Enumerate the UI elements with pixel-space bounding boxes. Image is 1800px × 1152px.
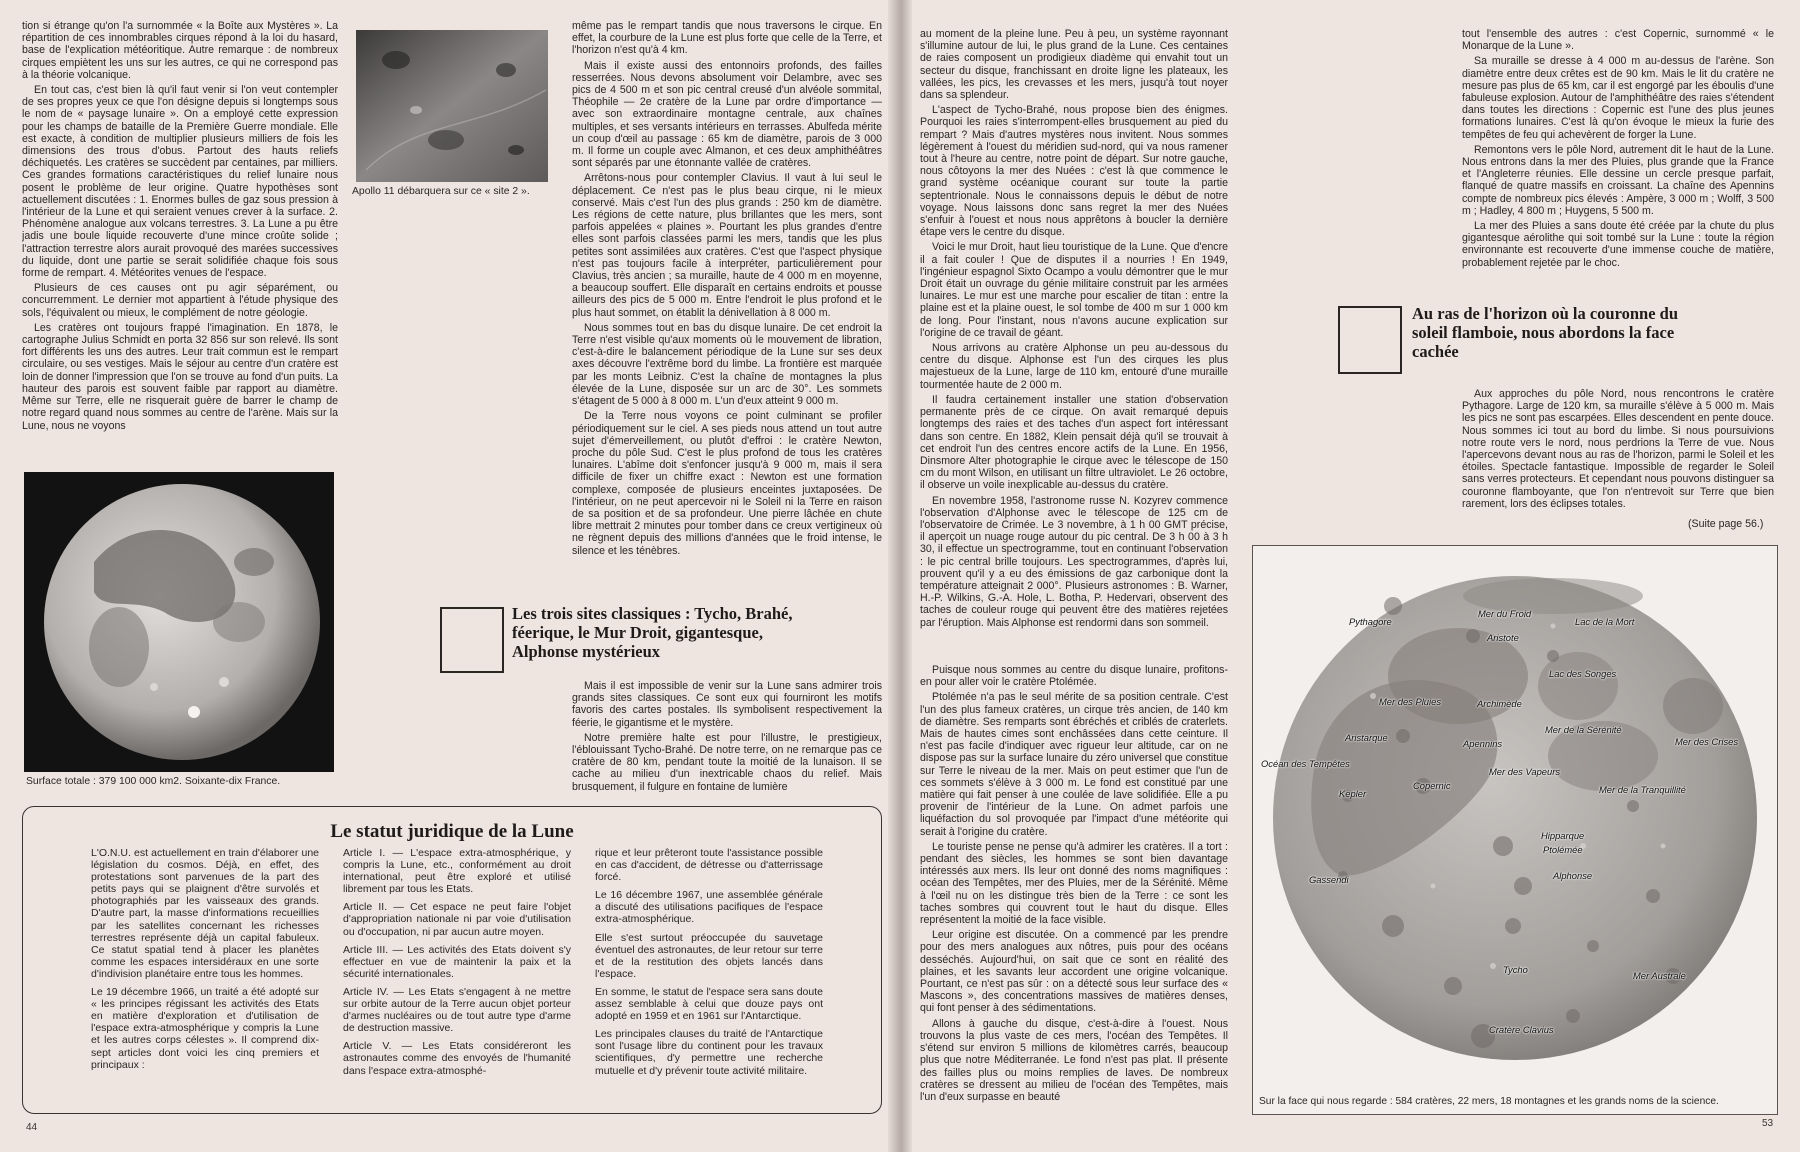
paragraph: Les principales clauses du traité de l'Antarctique sont l'usage libre du continent pour les travaux scientifiques, d'y permettre une recherche mutuelle et d'y prévenir toute activité militaire.	[595, 1028, 823, 1077]
paragraph: De la Terre nous voyons ce point culminant se profiler périodiquement sur le ciel. A ses pieds nous attend un tout autre sujet d'émerveillement, ou plutôt d'effroi : le cratère Newton, proche du pôle Sud. C'est le plus profond de tous les cratères lunaires. L'abîme doit s'enfoncer jusqu'à 9 000 m, mais il sera difficile de fixer un chiffre exact : Newton est une formation complexe, composée de plusieurs enceintes juxtaposées. De l'intérieur, on ne peut apercevoir ni le Soleil ni la Terre en raison de sa position et de sa profondeur. Une pierre lâchée en chute libre mettrait 2 minutes pour tomber dans ce creux vertigineux où ne règnent depuis des millions d'années que le froid intense, le silence et les ténèbres.	[572, 410, 882, 557]
paragraph: Le 19 décembre 1966, un traité a été adopté sur « les principes régissant les activités des Etats en matière d'exploration et d'utilisation de l'espace extra-atmosphérique y compris la Lune et les autres corps célestes ». Il comprend dix-sept articles dont voici les cinq premiers et principaux :	[91, 986, 319, 1071]
paragraph: Plusieurs de ces causes ont pu agir séparément, ou concurremment. Le dernier mot appartient à l'étude physique des sols, l'équivalent ou mieux, le complément de notre géologie.	[22, 282, 338, 319]
map-label: Lac des Songes	[1549, 668, 1617, 679]
left-column-3	[572, 20, 882, 592]
paragraph: au moment de la pleine lune. Peu à peu, un système rayonnant s'illumine autour de lui, le plus grand de la Lune. Ces centaines de raies composent un prodigieux diadème qui envahit tout un secteur du disque, franchissant en droite ligne les plateaux, les vallées, les pics, les crevasses et les mers, jusqu'à tout noyer dans sa splendeur.	[920, 28, 1228, 102]
horizon-text	[1462, 388, 1774, 520]
paragraph: Leur origine est discutée. On a commencé par les prendre pour des mers analogues aux nôtres, puis pour des océans desséchés. Aujourd'hui, on sait que ce sont en réalité des plaines, et les savants leur accordent une origine volcanique. Pourtant, ce n'est pas sûr : on a détecté sous leur surface des « Mascons », des concentrations massives de matières denses, qui font penser à des sédimentations.	[920, 929, 1228, 1015]
paragraph: Aux approches du pôle Nord, nous rencontrons le cratère Pythagore. Large de 120 km, sa muraille s'élève à 5 000 m. Mais les pics ne sont pas escarpées. Elles descendent en pente douce. Nous sommes ici tout au bord du limbe. Si nous poursuivions notre route vers le nord, nous perdrions la Terre de vue. Nous l'apercevons devant nous au ras de l'horizon, parmi le Soleil et les étoiles. Spectacle fantastique. Impossible de regarder le Soleil sans verres protecteurs. Et cependant nous pouvons distinguer sa couronne flamboyante, que l'on n'entrevoit sur Terre que bien rarement, lors des éclipses totales.	[1462, 388, 1774, 510]
paragraph: rique et leur prêteront toute l'assistance possible en cas d'accident, de détresse ou d'atterrissage forcé.	[595, 847, 823, 884]
paragraph: Mais il existe aussi des entonnoirs profonds, des failles resserrées. Nous devons absolument voir Delambre, avec ses pics de 4 500 m et son pic central creusé d'un alvéole sommital, Théophile — 2e cratère de la Lune par ordre d'importance — avec son extraordinaire montagne centrale, aux chaînes multiples, et ses versants intérieurs en terrasses. Abulfeda mérite un coup d'œil au passage : 65 km de diamètre, parois de 3 000 m. Il forme un couple avec Almanon, et ces deux amphithéâtres sont séparés par une étonnante vallée de cratères.	[572, 59, 882, 170]
paragraph: Sa muraille se dresse à 4 000 m au-dessus de l'arène. Son diamètre entre deux crêtes est de 90 km. Mais le lit du cratère ne mesure pas plus de 65 km, car il est engorgé par les éboulis d'une fabuleuse explosion. Autour de l'amphithéâtre des raies s'étendent dans toutes les directions : Copernic est l'une des plus jeunes formations lunaires. C'est là qu'on évoque le mieux la furie des tempêtes de feu qui achevèrent de forger la Lune.	[1462, 55, 1774, 141]
paragraph: En novembre 1958, l'astronome russe N. Kozyrev commence l'observation d'Alphonse avec le télescope de 125 cm de l'observatoire de Crimée. Le 3 novembre, à 1 h 00 GMT précise, il aperçoit un nuage rouge autour du pic central. De 3 h 00 à 3 h 30, il effectue un spectrogramme, tout en continuant l'observation : le pic central brille toujours. Les spectrogrammes, d'après lui, prouvent qu'il y a eu des émissions de gaz carbonique dont la température atteignait 2 000°. Plusieurs astronomes : B. Warner, H.-P. Wilkins, G.-A. Hole, L. Botha, P. Hedervari, observent des taches de couleur rouge qui peuvent être des matières rejetées par l'éruption. Mais Alphonse est rendormi dans son sommeil.	[920, 494, 1228, 629]
map-caption: Sur la face qui nous regarde : 584 cratères, 22 mers, 18 montagnes et les grands noms de la science.	[1259, 1096, 1719, 1107]
page-number-right: 53	[1762, 1118, 1774, 1129]
map-label: Copernic	[1413, 780, 1451, 791]
map-label: Cratère Clavius	[1489, 1024, 1554, 1035]
moon-map	[1253, 546, 1777, 1086]
apollo-site-photo	[356, 30, 548, 182]
legal-status-column-2	[343, 847, 571, 1105]
paragraph: Article II. — Cet espace ne peut faire l'objet d'appropriation nationale ni par voie d'utilisation ou d'occupation, ni par aucun autre moyen.	[343, 901, 571, 938]
paragraph: L'O.N.U. est actuellement en train d'élaborer une législation du cosmos. Déjà, en effet, des protestations sont parvenues de la part des petits pays qui se plaignent d'être survolés et photographiés par les vaisseaux des grands. D'autre part, la masse d'informations recueillies par les satellites concernant les richesses terrestres représente déjà un capital fabuleux. Ce statut spatial tend à placer les planètes comme les espaces intersidéraux en une sorte d'indivision planétaire entre tous les hommes.	[91, 847, 319, 980]
paragraph: même pas le rempart tandis que nous traversons le cirque. En effet, la courbure de la Lune est plus forte que celle de la Terre, et l'horizon n'est qu'à 4 km.	[572, 20, 882, 57]
legal-status-box	[22, 806, 882, 1114]
paragraph: En somme, le statut de l'espace sera sans doute assez semblable à celui que douze pays ont adopté en 1959 et en 1961 sur l'Antarctique.	[595, 985, 823, 1023]
paragraph: En tout cas, c'est bien là qu'il faut venir si l'on veut contempler de ses propres yeux ce que l'on désigne depuis si longtemps sous le nom de « paysage lunaire ». On a employé cette expression pour les champs de bataille de la Première Guerre mondiale. Elle est exacte, à condition de multiplier plusieurs milliers de fois les dimensions des trous d'obus. Partout des hauts reliefs déchiquetés. Les cratères se succèdent par centaines, par milliers. Ces grandes formations caractéristiques du relief lunaire nous posent le problème de leur origine. Quatre hypothèses sont actuellement discutées : 1. Enormes bulles de gaz sous pression à l'intérieur de la Lune et qui seraient venues crever à la surface. 2. Phénomène analogue aux volcans terrestres. 3. La Lune a pu être jadis une boule liquide recouverte d'une mince croûte solide ; l'attraction terrestre alors aurait provoqué des marées successives du liquide, dont une partie se serait solidifiée chaque fois sous forme de rempart. 4. Météorites venues de l'espace.	[22, 84, 338, 280]
map-label: Tycho	[1503, 964, 1528, 975]
right-column-2	[920, 664, 1228, 1116]
paragraph: La mer des Pluies a sans doute été créée par la chute du plus gigantesque aérolithe qui soit tombé sur la Lune : toute la région environnante est recouverte d'une immense couche de matière, probablement rejetée par le choc.	[1462, 220, 1774, 269]
paragraph: Le 16 décembre 1967, une assemblée générale a discuté des utilisations pacifiques de l'espace extra-atmosphérique.	[595, 889, 823, 926]
paragraph: Ptolémée n'a pas le seul mérite de sa position centrale. C'est l'un des plus fameux cratères, un cirque très ancien, de 140 km de diamètre. Ses remparts sont ébréchés et criblés de craterlets. Mais de hautes cimes sont enchâssées dans cette ceinture. Il n'est pas facile d'indiquer avec rigueur leur altitude, car on ne dispose pas sur la surface lunaire du zéro universel que constitue sur Terre le niveau de la mer. Mais on peut estimer que l'un de ces sommets s'élève à 3 000 m. Le fond est constitué par une matière qui fait penser à une coulée de lave solidifiée. Elle a pu provenir de l'intérieur de la Lune. On admet parfois une liquéfaction du sol provoquée par l'impact d'une météorite qui serait à l'origine du cratère.	[920, 691, 1228, 838]
map-label: Ptolémée	[1543, 844, 1583, 855]
map-label: Mer des Pluies	[1379, 696, 1442, 707]
right-column-3	[1462, 28, 1774, 298]
headline-square	[1338, 306, 1402, 374]
paragraph: Article I. — L'espace extra-atmosphérique, y compris la Lune, etc., conformément au droit international, peut être exploré et utilisé librement par tous les Etats.	[343, 847, 571, 896]
continued-note: (Suite page 56.)	[1688, 518, 1764, 530]
moon-map-frame	[1252, 545, 1778, 1115]
sites-headline: Les trois sites classiques : Tycho, Brahé, féerique, le Mur Droit, gigantesque, Alphonse mystérieux	[512, 604, 793, 661]
map-label: Mer Australe	[1633, 970, 1686, 981]
map-label: Archimède	[1477, 698, 1522, 709]
map-label: Gassendi	[1309, 874, 1349, 885]
paragraph: Allons à gauche du disque, c'est-à-dire à l'ouest. Nous trouvons la plus vaste de ces mers, l'océan des Tempêtes. Il s'étend sur environ 5 millions de kilomètres carrés, beaucoup plus que notre Méditerranée. Le fond n'est pas plat. Il présente des failles plus ou moins remplies de laves. De nombreux cratères se dressent au milieu de l'océan des Tempêtes, mais l'un d'eux surpasse en beauté	[920, 1017, 1228, 1103]
paragraph: Arrêtons-nous pour contempler Clavius. Il vaut à lui seul le déplacement. Ce n'est pas le plus beau cirque, ni le mieux conservé. Mais c'est l'un des plus grands : 250 km de diamètre. Les régions de cette nature, plus brillantes que les mers, sont parfois appelées « plaines ». Pourtant les plus grandes d'entre elles sont parfois classées parmi les mers, tandis que les plus petites sont assimilées aux cratères. C'est que l'aspect physique n'est pas toujours facile à interpréter, particulièrement pour Clavius, très ancien ; sa muraille, haute de 4 000 m en moyenne, a beaucoup souffert. Elle disparaît en certains endroits et pousse ailleurs des pics de 5 000 m. Entre l'endroit le plus profond et le plus haut sommet, on établit la dénivellation à 8 000 m.	[572, 172, 882, 319]
horizon-headline: Au ras de l'horizon où la couronne du soleil flamboie, nous abordons la face cachée	[1412, 304, 1679, 361]
legal-status-column-3	[595, 847, 823, 1105]
map-label: Hipparque	[1541, 830, 1585, 841]
paragraph: Nous sommes tout en bas du disque lunaire. De cet endroit la Terre n'est visible qu'aux moments où le mouvement de libration, c'est-à-dire le balancement périodique de la Lune sur ses deux axes découvre l'extrême bord du limbe. La frontière est marquée par les monts Leibniz. C'est la chaîne de montagnes la plus élevée de la Lune, disposée sur un arc de 30°. Les sommets s'étagent de 5 000 à 8 000 m. L'un d'eux atteint 9 000 m.	[572, 321, 882, 408]
map-label: Mer de la Sérénité	[1545, 724, 1622, 735]
left-column-1	[22, 20, 338, 460]
map-label: Kepler	[1339, 788, 1367, 799]
paragraph: Article IV. — Les Etats s'engagent à ne mettre sur orbite autour de la Terre aucun objet porteur d'armes nucléaires ou de tout autre type d'arme de destruction massive.	[343, 985, 571, 1035]
right-column-1	[920, 28, 1228, 648]
map-label: Mer des Vapeurs	[1489, 766, 1561, 777]
moon-caption: Surface totale : 379 100 000 km2. Soixante-dix France.	[26, 776, 281, 787]
map-label: Lac de la Mort	[1575, 616, 1635, 627]
map-label: Aristote	[1487, 632, 1519, 643]
map-label: Mer du Froid	[1478, 608, 1532, 619]
paragraph: Article III. — Les activités des Etats doivent s'y effectuer en vue de maintenir la paix et la sécurité internationales.	[343, 943, 571, 980]
legal-status-title: Le statut juridique de la Lune	[330, 821, 574, 842]
map-label: Alphonse	[1553, 870, 1593, 881]
paragraph: L'aspect de Tycho-Brahé, nous propose bien des énigmes. Pourquoi les raies s'interrompent-elles brusquement au pied du rempart ? Mais d'autres mystères nous invitent. Nous sommes légèrement à l'ouest du méridien sud-nord, qui va nous ramener tout à l'heure au centre, notre point de départ. Sur notre gauche, nous côtoyons la mer des Nuées : c'est là que commence le grand système océanique courant sur toute la partie septentrionale. Nous le connaissons depuis le début de notre voyage. Nous laissons donc sans regret la mer des Nuées s'enfuir à l'ouest et nous nous apprêtons à boucler la dernière étape vers le centre du disque.	[920, 104, 1228, 239]
paragraph: Remontons vers le pôle Nord, autrement dit le haut de la Lune. Nous entrons dans la mer des Pluies, plus grande que la France et l'Angleterre réunies. Elle dessine un cercle presque parfait, flanqué de quatre massifs en croissant. La chaîne des Apennins compte de nombreux pics élevés : Ampère, 3 000 m ; Wolff, 3 500 m ; Hadley, 4 800 m ; Huygens, 5 500 m.	[1462, 143, 1774, 217]
full-moon-image	[24, 472, 334, 772]
paragraph: Puisque nous sommes au centre du disque lunaire, profitons-en pour aller voir le cratère Ptolémée.	[920, 664, 1228, 689]
apollo-caption: Apollo 11 débarquera sur ce « site 2 ».	[352, 186, 530, 197]
paragraph: Elle s'est surtout préoccupée du sauvetage éventuel des astronautes, de leur retour sur terre et de la restitution des objets lancés dans l'espace.	[595, 931, 823, 980]
full-moon-photo	[24, 472, 334, 772]
paragraph: Voici le mur Droit, haut lieu touristique de la Lune. Que d'encre il a fait couler ! Que de disputes il a nourries ! En 1949, l'ingénieur espagnol Sixto Ocampo a voulu démontrer que le mur Droit était un ouvrage du génie militaire construit par les armées lunaires. Le mur est une marche pour escalier de titan : entre la plaine est et la plaine ouest, le sol tombe de 400 m sur 1 000 km de long. Pour l'instant, nous n'avons aucune explication sur l'origine de ce travail de géant.	[920, 241, 1228, 339]
legal-status-column-1	[91, 847, 319, 1105]
map-label: Océan des Tempêtes	[1261, 758, 1350, 769]
page-number-left: 44	[26, 1122, 38, 1133]
sites-text	[572, 680, 882, 792]
paragraph: Les cratères ont toujours frappé l'imagination. En 1878, le cartographe Julius Schmidt en porta 32 856 sur son relevé. Ils sont fort différents les uns des autres. Leur trait commun est le rempart circulaire, ou ses vestiges. Mais le séjour au centre d'un cratère est loin de donner l'impression que l'on se trouve au fond d'un puits. La hauteur des parois est souvent faible par rapport au diamètre. Même sur Terre, elle ne risquerait guère de barrer le champ de notre regard quand nous sommes au centre de l'arène. Mais sur la Lune, nous ne voyons	[22, 321, 338, 432]
paragraph: tion si étrange qu'on l'a surnommée « la Boîte aux Mystères ». La répartition de ces innombrables cirques répond à la loi du hasard, base de l'explication météoritique. Autre remarque : de nombreux cirques empiètent les uns sur les autres, ce qui ne correspond pas à la théorie volcanique.	[22, 20, 338, 81]
paragraph: tout l'ensemble des autres : c'est Copernic, surnommé « le Monarque de la Lune ».	[1462, 28, 1774, 53]
map-label: Mer des Crises	[1675, 736, 1739, 747]
paragraph: Article V. — Les Etats considéreront les astronautes comme des envoyés de l'humanité dans l'espace extra-atmosphé-	[343, 1040, 571, 1077]
page-gutter	[888, 0, 912, 1152]
map-label: Aristarque	[1345, 732, 1388, 743]
map-label: Mer de la Tranquillité	[1599, 784, 1686, 795]
paragraph: Nous arrivons au cratère Alphonse un peu au-dessous du centre du disque. Alphonse est l'un des cirques les plus majestueux de la Lune, large de 110 km, entouré d'une muraille tourmentée haute de 2 000 m.	[920, 342, 1228, 391]
headline-square	[440, 607, 504, 673]
map-label: Pythagore	[1349, 616, 1392, 627]
paragraph: Mais il est impossible de venir sur la Lune sans admirer trois grands sites classiques. Ce sont eux qui fourniront les motifs favoris des cartes postales. Ils symbolisent respectivement la féerie, le gigantisme et le mystère.	[572, 680, 882, 729]
paragraph: Il faudra certainement installer une station d'observation permanente près de ce cirque. On avait remarqué depuis longtemps des raies et des taches d'un aspect fort intéressant dans son centre. En 1882, Klein pensait déjà qu'il se trouvait à cet endroit l'un des centres encore actifs de la Lune. En 1956, Dinsmore Alter photographie le cirque avec le télescope de 150 cm du mont Wilson, en utilisant un filtre ultraviolet. Le 26 octobre, il observe un voile inexplicable au-dessus du cratère.	[920, 393, 1228, 492]
paragraph: Notre première halte est pour l'illustre, le prestigieux, l'éblouissant Tycho-Brahé. De notre terre, on ne remarque pas ce cratère de 80 km, pendant toute la moitié de la lunaison. Il se cache au milieu d'un inextricable chaos du relief. Mais brusquement, il fulgure en fontaine de lumière	[572, 731, 882, 792]
apollo-site-image	[356, 30, 548, 182]
map-label: Apennins	[1463, 738, 1503, 749]
paragraph: Le touriste pense ne pense qu'à admirer les cratères. Il a tort : pendant des siècles, les hommes se sont bien davantage intéressés aux mers. Ils leur ont donné des noms magnifiques : océan des Tempêtes, mer des Pluies, mer de la Sérénité. Même à l'œil nu on les distingue très bien de la Terre : ce sont les taches sombres qui couvrent tout le haut du disque. Elles représentent la moitié de la face visible.	[920, 840, 1228, 927]
